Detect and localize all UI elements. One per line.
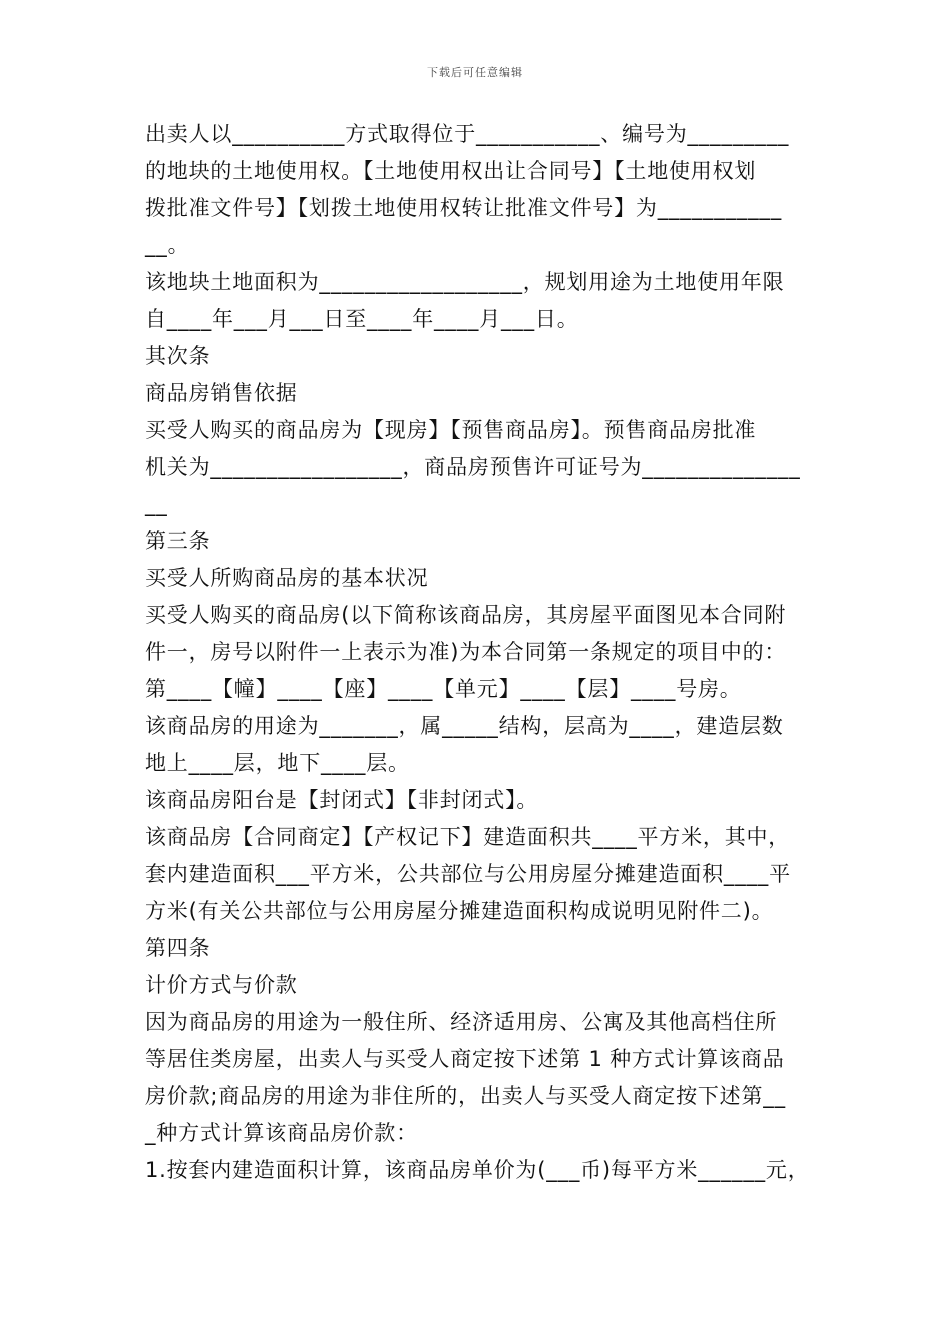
text-line: 该商品房阳台是【封闭式】【非封闭式】。 [145, 788, 539, 812]
section-title: 商品房销售依据 [145, 381, 298, 405]
text-line: 房价款;商品房的用途为非住所的，出卖人与买受人商定按下述第__ [145, 1084, 786, 1108]
section-heading: 其次条 [145, 344, 211, 368]
text-line: 件一，房号以附件一上表示为准)为本合同第一条规定的项目中的： [145, 640, 787, 664]
text-line: 的地块的土地使用权。【土地使用权出让合同号】【土地使用权划 [145, 159, 757, 183]
section-heading: 第三条 [145, 529, 211, 553]
text-line: 第____【幢】____【座】____【单元】____【层】____号房。 [145, 677, 742, 701]
text-line: 等居住类房屋，出卖人与买受人商定按下述第 1 种方式计算该商品 [145, 1047, 785, 1071]
text-line: __。 [145, 233, 190, 257]
text-line: 出卖人以__________方式取得位于___________、编号为_________ [145, 122, 790, 146]
text-line: 机关为_________________，商品房预售许可证号为______________ [145, 455, 801, 479]
text-line: 拨批准文件号】【划拨土地使用权转让批准文件号】为___________ [145, 196, 782, 220]
document-body [145, 116, 815, 1189]
text-line: 1.按套内建造面积计算，该商品房单价为(___币)每平方米______元， [145, 1158, 810, 1182]
text-line: 该商品房的用途为_______，属_____结构，层高为____，建造层数 [145, 714, 784, 738]
page-header: 下载后可任意编辑 [427, 66, 523, 79]
text-line: 方米(有关公共部位与公用房屋分摊建造面积构成说明见附件二)。 [145, 899, 774, 923]
section-heading: 第四条 [145, 936, 211, 960]
text-line: 自____年___月___日至____年____月___日。 [145, 307, 579, 331]
text-line: __ [145, 492, 168, 516]
text-line: 该商品房【合同商定】【产权记下】建造面积共____平方米，其中， [145, 825, 791, 849]
text-line: 套内建造面积___平方米，公共部位与公用房屋分摊建造面积____平 [145, 862, 791, 886]
text-line: 买受人购买的商品房为【现房】【预售商品房】。预售商品房批准 [145, 418, 757, 442]
text-line: 地上____层，地下____层。 [145, 751, 410, 775]
text-line: _种方式计算该商品房价款： [145, 1121, 418, 1145]
section-title: 买受人所购商品房的基本状况 [145, 566, 429, 590]
text-line: 因为商品房的用途为一般住所、经济适用房、公寓及其他高档住所 [145, 1010, 778, 1034]
section-title: 计价方式与价款 [145, 973, 298, 997]
text-line: 买受人购买的商品房(以下简称该商品房，其房屋平面图见本合同附 [145, 603, 787, 627]
text-line: 该地块土地面积为__________________，规划用途为土地使用年限 [145, 270, 785, 294]
